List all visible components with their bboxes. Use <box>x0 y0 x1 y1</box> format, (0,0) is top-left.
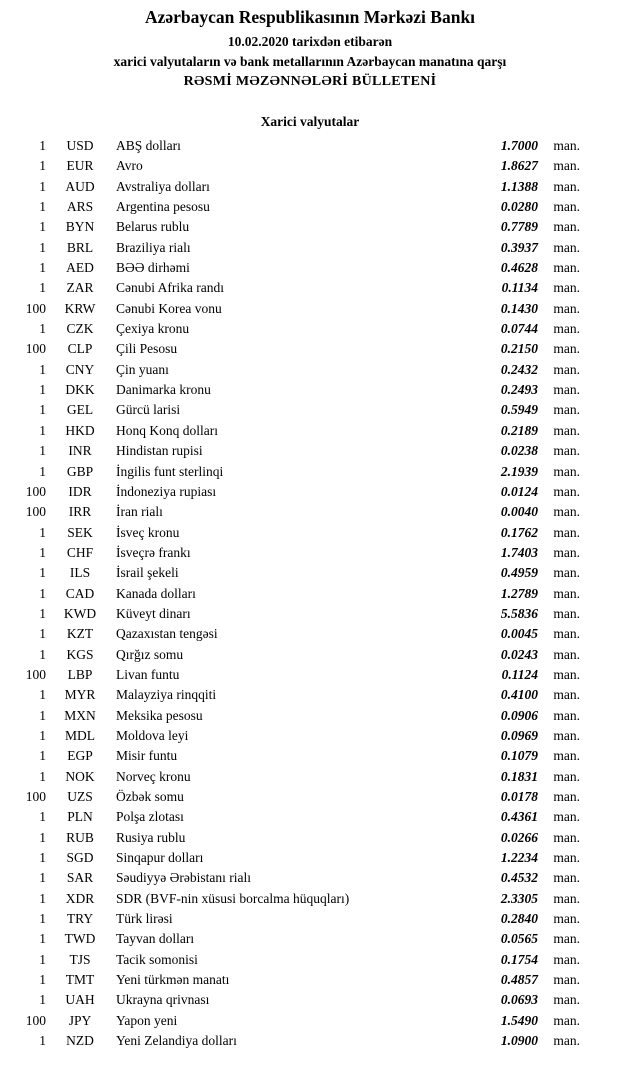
exchange-rates-table <box>0 136 620 1059</box>
currency-name: Norveç kronu <box>116 768 191 784</box>
currency-unit: man. <box>553 341 580 357</box>
currency-quantity: 100 <box>25 789 46 804</box>
currency-rate: 0.1430 <box>500 300 538 316</box>
currency-unit: man. <box>553 138 580 153</box>
currency-rate: 0.1762 <box>500 524 538 540</box>
currency-rate: 0.4100 <box>500 687 538 703</box>
currency-rate: 1.0900 <box>500 1033 538 1049</box>
exchange-rate-row <box>12 441 580 461</box>
currency-quantity: 1 <box>39 524 46 540</box>
currency-rate: 0.0124 <box>500 483 538 499</box>
exchange-rate-row <box>12 380 580 400</box>
currency-name: İran rialı <box>116 504 163 520</box>
currency-name: Livan funtu <box>116 666 180 682</box>
exchange-rate-row <box>12 156 580 176</box>
currency-rate: 0.0565 <box>500 931 538 947</box>
exchange-rate-row <box>12 299 580 319</box>
currency-name: Hindistan rupisi <box>116 443 203 459</box>
currency-unit: man. <box>553 992 580 1008</box>
currency-name: Braziliya rialı <box>116 239 191 255</box>
currency-rate: 0.4532 <box>500 870 538 886</box>
currency-name: Ukrayna qrivnası <box>116 992 210 1008</box>
currency-code: XDR <box>65 890 95 906</box>
exchange-rate-row <box>12 970 580 990</box>
currency-rate: 5.5836 <box>500 605 538 621</box>
currency-unit: man. <box>553 382 580 398</box>
currency-rate: 0.1134 <box>501 280 538 296</box>
currency-quantity: 1 <box>39 890 46 906</box>
currency-unit: man. <box>553 158 580 174</box>
currency-quantity: 1 <box>39 585 46 601</box>
currency-rate: 0.4857 <box>500 972 538 988</box>
currency-code: UZS <box>67 789 93 804</box>
currency-name: Honq Konq dolları <box>116 422 218 438</box>
currency-quantity: 1 <box>39 463 46 479</box>
currency-code: KGS <box>66 646 94 662</box>
exchange-rate-row <box>12 624 580 644</box>
currency-name: Yeni Zelandiya dolları <box>116 1033 237 1049</box>
currency-unit: man. <box>553 829 580 845</box>
currency-rate: 0.2493 <box>500 382 538 398</box>
currency-code: AUD <box>65 178 95 194</box>
currency-unit: man. <box>553 850 580 866</box>
currency-quantity: 100 <box>25 300 46 316</box>
exchange-rate-row <box>12 929 580 949</box>
currency-name: Belarus rublu <box>116 219 190 235</box>
currency-rate: 0.2840 <box>500 911 538 927</box>
currency-rate: 0.2189 <box>500 422 538 438</box>
exchange-rate-row <box>12 523 580 543</box>
currency-rate: 0.0040 <box>500 504 538 520</box>
exchange-rate-row <box>12 136 580 156</box>
currency-unit: man. <box>553 870 580 886</box>
currency-quantity: 1 <box>39 138 46 153</box>
currency-name: İndoneziya rupiası <box>116 483 217 499</box>
currency-code: HKD <box>65 422 95 438</box>
currency-code: UAH <box>65 992 95 1008</box>
currency-unit: man. <box>553 463 580 479</box>
currency-unit: man. <box>553 768 580 784</box>
currency-name: BƏƏ dirhəmi <box>116 260 190 276</box>
currency-code: DKK <box>65 382 95 398</box>
currency-rate: 0.0744 <box>500 321 538 337</box>
currency-quantity: 1 <box>39 911 46 927</box>
currency-name: Çexiya kronu <box>116 321 190 337</box>
currency-rate: 0.0238 <box>500 443 538 459</box>
exchange-rate-row <box>12 848 580 868</box>
currency-code: EUR <box>66 158 94 174</box>
currency-name: Sinqapur dolları <box>116 850 204 866</box>
currency-name: Meksika pesosu <box>116 707 203 723</box>
currency-quantity: 1 <box>39 646 46 662</box>
currency-name: Səudiyyə Ərəbistanı rialı <box>116 870 251 886</box>
currency-code: PLN <box>67 809 93 825</box>
currency-rate: 0.0266 <box>500 829 538 845</box>
currency-code: CLP <box>67 341 93 357</box>
currency-code: EGP <box>67 748 93 764</box>
currency-unit: man. <box>553 1012 580 1028</box>
currency-rate: 0.0243 <box>500 646 538 662</box>
currency-name: Cənubi Afrika randı <box>116 280 224 296</box>
currency-code: AED <box>66 260 94 276</box>
currency-rate: 0.1754 <box>500 951 538 967</box>
exchange-rate-row <box>12 543 580 563</box>
currency-quantity: 1 <box>39 544 46 560</box>
currency-code: MYR <box>64 687 96 703</box>
currency-code: INR <box>68 443 92 459</box>
currency-name: Tacik somonisi <box>116 951 198 967</box>
currency-quantity: 1 <box>39 158 46 174</box>
exchange-rate-row <box>12 258 580 278</box>
currency-code: TJS <box>69 951 91 967</box>
currency-unit: man. <box>553 1033 580 1049</box>
currency-unit: man. <box>553 361 580 377</box>
currency-unit: man. <box>553 666 580 682</box>
currency-rate: 1.7403 <box>500 544 538 560</box>
exchange-rate-row <box>12 807 580 827</box>
exchange-rate-row <box>12 909 580 929</box>
currency-code: GBP <box>66 463 94 479</box>
currency-unit: man. <box>553 646 580 662</box>
currency-name: Avstraliya dolları <box>116 178 210 194</box>
currency-quantity: 1 <box>39 565 46 581</box>
section-title-foreign-currencies: Xarici valyutalar <box>260 114 360 129</box>
exchange-rate-row <box>12 645 580 665</box>
currency-quantity: 1 <box>39 850 46 866</box>
exchange-rate-row <box>12 787 580 807</box>
currency-unit: man. <box>553 280 580 296</box>
currency-name: Danimarka kronu <box>116 382 211 398</box>
currency-name: İsveç kronu <box>116 524 180 540</box>
exchange-rate-row <box>12 665 580 685</box>
currency-code: KRW <box>64 300 96 316</box>
currency-code: ARS <box>66 199 94 215</box>
currency-quantity: 1 <box>39 626 46 642</box>
bulletin-title: RƏSMİ MƏZƏNNƏLƏRİ BÜLLETENİ <box>183 74 437 89</box>
exchange-rate-row <box>12 319 580 339</box>
currency-rate: 0.0178 <box>500 789 538 804</box>
currency-rate: 0.3937 <box>500 239 538 255</box>
currency-quantity: 1 <box>39 361 46 377</box>
exchange-rate-row <box>12 238 580 258</box>
currency-name: İsrail şekeli <box>116 565 179 581</box>
exchange-rate-row <box>12 685 580 705</box>
currency-unit: man. <box>553 219 580 235</box>
currency-quantity: 1 <box>39 402 46 418</box>
currency-quantity: 1 <box>39 748 46 764</box>
currency-unit: man. <box>553 260 580 276</box>
currency-rate: 0.0045 <box>500 626 538 642</box>
currency-quantity: 1 <box>39 199 46 215</box>
exchange-rate-row <box>12 726 580 746</box>
currency-rate: 1.7000 <box>500 138 538 153</box>
currency-code: CNY <box>65 361 95 377</box>
currency-rate: 2.3305 <box>500 890 538 906</box>
currency-code: GEL <box>66 402 94 418</box>
bank-title: Azərbaycan Respublikasının Mərkəzi Bankı <box>144 7 476 27</box>
currency-quantity: 1 <box>39 280 46 296</box>
currency-unit: man. <box>553 239 580 255</box>
currency-quantity: 100 <box>25 483 46 499</box>
currency-unit: man. <box>553 524 580 540</box>
currency-unit: man. <box>553 300 580 316</box>
currency-rate: 1.5490 <box>500 1012 538 1028</box>
currency-code: TMT <box>65 972 95 988</box>
exchange-rate-row <box>12 278 580 298</box>
currency-rate: 0.1831 <box>500 768 538 784</box>
exchange-rate-row <box>12 400 580 420</box>
currency-unit: man. <box>553 585 580 601</box>
exchange-rate-row <box>12 990 580 1010</box>
currency-code: JPY <box>68 1012 92 1028</box>
currency-code: RUB <box>66 829 94 845</box>
currency-code: IDR <box>68 483 92 499</box>
currency-quantity: 100 <box>25 666 46 682</box>
currency-unit: man. <box>553 911 580 927</box>
currency-unit: man. <box>553 687 580 703</box>
exchange-rate-row <box>12 339 580 359</box>
bulletin-subtitle: xarici valyutaların və bank metallarının Azərbaycan manatına qarşı <box>113 54 507 69</box>
currency-quantity: 100 <box>25 341 46 357</box>
exchange-rate-row <box>12 563 580 583</box>
currency-name: Qazaxıstan tengəsi <box>116 626 218 642</box>
currency-quantity: 1 <box>39 321 46 337</box>
currency-code: LBP <box>67 666 93 682</box>
bulletin-header <box>0 7 620 90</box>
currency-quantity: 1 <box>39 931 46 947</box>
currency-rate: 0.2432 <box>500 361 538 377</box>
currency-quantity: 1 <box>39 809 46 825</box>
currency-code: CHF <box>66 544 94 560</box>
currency-quantity: 1 <box>39 239 46 255</box>
exchange-rate-row <box>12 177 580 197</box>
currency-rate: 0.1124 <box>501 666 538 682</box>
currency-code: CAD <box>65 585 95 601</box>
exchange-rate-row <box>12 767 580 787</box>
currency-name: Cənubi Korea vonu <box>116 300 222 316</box>
currency-name: Malayziya rinqqiti <box>116 687 217 703</box>
currency-code: ZAR <box>66 280 94 296</box>
currency-code: NOK <box>65 768 95 784</box>
currency-quantity: 1 <box>39 687 46 703</box>
currency-quantity: 1 <box>39 422 46 438</box>
currency-unit: man. <box>553 178 580 194</box>
currency-quantity: 1 <box>39 707 46 723</box>
currency-quantity: 100 <box>25 504 46 520</box>
currency-name: Küveyt dinarı <box>116 605 191 621</box>
currency-rate: 0.4628 <box>500 260 538 276</box>
currency-unit: man. <box>553 626 580 642</box>
currency-quantity: 1 <box>39 443 46 459</box>
currency-code: KZT <box>66 626 94 642</box>
currency-name: Qırğız somu <box>116 646 184 662</box>
currency-name: Moldova leyi <box>116 727 189 743</box>
currency-rate: 0.2150 <box>500 341 538 357</box>
currency-name: Kanada dolları <box>116 585 196 601</box>
currency-quantity: 1 <box>39 870 46 886</box>
currency-name: İsveçrə frankı <box>116 544 191 560</box>
currency-quantity: 1 <box>39 727 46 743</box>
effective-date-line: 10.02.2020 tarixdən etibarən <box>227 34 393 49</box>
currency-code: ILS <box>69 565 91 581</box>
exchange-rate-row <box>12 746 580 766</box>
currency-code: SAR <box>66 870 94 886</box>
currency-code: BYN <box>65 219 95 235</box>
currency-code: BRL <box>66 239 94 255</box>
exchange-rate-row <box>12 502 580 522</box>
currency-rate: 1.2789 <box>500 585 538 601</box>
exchange-rate-row <box>12 889 580 909</box>
exchange-rate-row <box>12 1031 580 1051</box>
currency-unit: man. <box>553 504 580 520</box>
currency-name: Tayvan dolları <box>116 931 195 947</box>
currency-name: Rusiya rublu <box>116 829 186 845</box>
currency-unit: man. <box>553 972 580 988</box>
currency-unit: man. <box>553 483 580 499</box>
currency-unit: man. <box>553 443 580 459</box>
exchange-rate-row <box>12 706 580 726</box>
currency-unit: man. <box>553 422 580 438</box>
currency-rate: 0.4959 <box>500 565 538 581</box>
currency-unit: man. <box>553 931 580 947</box>
currency-unit: man. <box>553 809 580 825</box>
exchange-rate-row <box>12 604 580 624</box>
currency-name: Türk lirəsi <box>116 911 173 927</box>
currency-unit: man. <box>553 565 580 581</box>
currency-unit: man. <box>553 789 580 804</box>
currency-unit: man. <box>553 890 580 906</box>
currency-quantity: 1 <box>39 992 46 1008</box>
currency-quantity: 1 <box>39 605 46 621</box>
currency-quantity: 1 <box>39 951 46 967</box>
exchange-rate-row <box>12 828 580 848</box>
exchange-rate-row <box>12 217 580 237</box>
currency-quantity: 1 <box>39 260 46 276</box>
currency-unit: man. <box>553 951 580 967</box>
currency-rate: 0.0693 <box>500 992 538 1008</box>
exchange-rate-row <box>12 462 580 482</box>
currency-rate: 0.5949 <box>500 402 538 418</box>
currency-rate: 2.1939 <box>500 463 538 479</box>
currency-unit: man. <box>553 321 580 337</box>
currency-rate: 0.0969 <box>500 727 538 743</box>
currency-code: TRY <box>66 911 94 927</box>
currency-unit: man. <box>553 748 580 764</box>
currency-name: Polşa zlotası <box>116 809 184 825</box>
currency-unit: man. <box>553 544 580 560</box>
exchange-rate-row <box>12 1011 580 1031</box>
currency-quantity: 1 <box>39 178 46 194</box>
currency-quantity: 100 <box>25 1012 46 1028</box>
currency-rate: 0.0280 <box>500 199 538 215</box>
currency-rate: 1.2234 <box>500 850 538 866</box>
currency-name: Yeni türkmən manatı <box>116 972 230 988</box>
currency-name: SDR (BVF-nin xüsusi borcalma hüquqları) <box>116 890 350 906</box>
currency-unit: man. <box>553 727 580 743</box>
currency-name: Argentina pesosu <box>116 199 210 215</box>
currency-rate: 1.8627 <box>500 158 538 174</box>
currency-quantity: 1 <box>39 768 46 784</box>
exchange-rate-row <box>12 197 580 217</box>
currency-name: Gürcü larisi <box>116 402 181 418</box>
currency-name: Misir funtu <box>116 748 178 764</box>
currency-unit: man. <box>553 402 580 418</box>
exchange-rate-row <box>12 868 580 888</box>
currency-rate: 0.1079 <box>500 748 538 764</box>
currency-code: KWD <box>63 605 97 621</box>
exchange-rate-row <box>12 421 580 441</box>
currency-code: MDL <box>65 727 95 743</box>
currency-rate: 1.1388 <box>500 178 538 194</box>
currency-name: Çili Pesosu <box>116 341 178 357</box>
currency-code: MXN <box>64 707 96 723</box>
currency-code: SEK <box>67 524 93 540</box>
currency-name: Avro <box>116 158 143 174</box>
currency-name: Çin yuanı <box>116 361 169 377</box>
currency-code: TWD <box>64 931 96 947</box>
currency-code: IRR <box>68 504 92 520</box>
currency-rate: 0.0906 <box>500 707 538 723</box>
currency-name: Özbək somu <box>116 789 184 804</box>
currency-code: NZD <box>66 1033 94 1049</box>
currency-rate: 0.4361 <box>500 809 538 825</box>
currency-code: SGD <box>66 850 94 866</box>
currency-name: İngilis funt sterlinqi <box>116 463 224 479</box>
currency-code: CZK <box>66 321 94 337</box>
exchange-rate-row <box>12 584 580 604</box>
currency-quantity: 1 <box>39 829 46 845</box>
currency-name: Yapon yeni <box>116 1012 178 1028</box>
currency-quantity: 1 <box>39 382 46 398</box>
currency-quantity: 1 <box>39 219 46 235</box>
currency-quantity: 1 <box>39 972 46 988</box>
currency-unit: man. <box>553 199 580 215</box>
currency-quantity: 1 <box>39 1033 46 1049</box>
exchange-rate-row <box>12 950 580 970</box>
exchange-rate-row <box>12 482 580 502</box>
currency-rate: 0.7789 <box>500 219 538 235</box>
currency-unit: man. <box>553 707 580 723</box>
currency-name: ABŞ dolları <box>116 138 181 153</box>
exchange-rate-row <box>12 360 580 380</box>
currency-code: USD <box>66 138 94 153</box>
currency-unit: man. <box>553 605 580 621</box>
